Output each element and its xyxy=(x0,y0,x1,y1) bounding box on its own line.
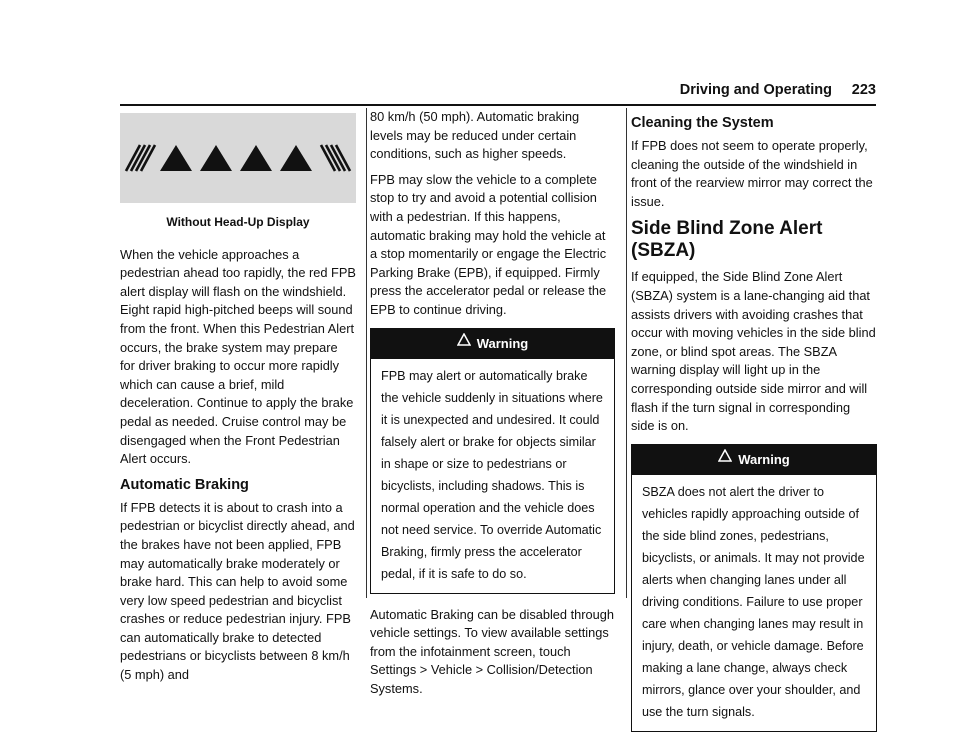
column-3 xyxy=(631,108,877,744)
paragraph: If equipped, the Side Blind Zone Alert (SBZA) system is a lane-changing aid that assists drivers with avoiding crashes that occur with moving vehicles in the side blind zone, or blind spot areas. The SBZA warning display will light up in the corresponding outside side mirror and will flash if the turn signal in corresponding side is on. xyxy=(631,269,876,434)
warning-box xyxy=(370,328,615,594)
paragraph: If FPB does not seem to operate properly, cleaning the outside of the windshield in front of the rearview mirror may correct the issue. xyxy=(631,138,873,209)
section-title: Driving and Operating xyxy=(679,82,832,98)
column-2 xyxy=(370,108,615,706)
major-heading: Side Blind Zone Alert (SBZA) xyxy=(631,218,823,262)
column-divider-1 xyxy=(366,108,367,598)
paragraph: FPB may slow the vehicle to a complete stop to try and avoid a potential collision with a pedestrian. If this happens, automatic braking may hold the vehicle at a stop momentarily or engage the Electric Parking Brake (EPB), if equipped. Firmly press the accelerator pedal or release the EPB to continue driving. xyxy=(370,171,607,317)
paragraph: If FPB detects it is about to crash into a pedestrian or bicyclist directly ahead, and the brakes have not been applied, FPB may automatically brake moderately or brake hard. This can help to avoid some very low speed pedestrian and bicyclist crashes or reduce pedestrian injury. FPB can automatically brake to detected pedestrians or bicyclists between 8 km/h (5 mph) and xyxy=(120,499,355,683)
paragraph: Automatic Braking can be disabled through vehicle settings. To view available settings from the infotainment screen, touch Settings > Vehicle > Collision/Detection Systems. xyxy=(370,606,615,696)
warning-text: SBZA does not alert the driver to vehicles rapidly approaching outside of the side blind zones, pedestrians, bicyclists, or animals. It may not provide alerts when changing lanes under all driving conditions. Failure to use proper care when changing lanes may result in injury, death, or vehicle damage. Before making a lane change, always check mirrors, glance over your shoulder, and use the turn signals. xyxy=(642,484,865,719)
paragraph: When the vehicle approaches a pedestrian ahead too rapidly, the red FPB alert display will flash on the windshield. Eight rapid high-pitched beeps will sound from the front. When this Pedestrian Alert occurs, the brake system may prepare for driver braking to occur more rapidly which can cause a brief, mild deceleration. Continue to apply the brake pedal as needed. Cruise control may be disengaged when the Front Pedestrian Alert occurs. xyxy=(120,246,356,467)
warning-title: Warning xyxy=(738,451,790,467)
header-rule xyxy=(120,104,876,106)
section-heading: Automatic Braking xyxy=(120,476,249,493)
paragraph: 80 km/h (50 mph). Automatic braking levels may be reduced under certain conditions, such as higher speeds. xyxy=(370,109,580,162)
section-heading: Cleaning the System xyxy=(631,115,774,131)
pedestrian-alert-figure xyxy=(120,113,356,203)
page-number: 223 xyxy=(851,82,876,98)
page-header xyxy=(0,76,960,106)
column-divider-2 xyxy=(626,108,627,598)
warning-triangle-icon xyxy=(457,327,471,357)
warning-title: Warning xyxy=(476,335,529,351)
warning-text: FPB may alert or automatically brake the vehicle suddenly in situations where it is unexpected and undesired. It could falsely alert or brake for objects similar in shape or size to pedestrians or bicyclists, including shadows. This is normal operation and the vehicle does not need service. To override Automatic Braking, firmly press the accelerator pedal, if it is safe to do so. xyxy=(381,368,603,581)
warning-header xyxy=(371,329,614,359)
column-1 xyxy=(120,108,356,692)
warning-box xyxy=(631,444,877,732)
warning-triangle-icon xyxy=(718,443,732,473)
warning-header xyxy=(632,445,876,475)
figure-caption: Without Head-Up Display xyxy=(166,215,310,229)
pedestrian-alert-display-icon xyxy=(120,113,356,203)
